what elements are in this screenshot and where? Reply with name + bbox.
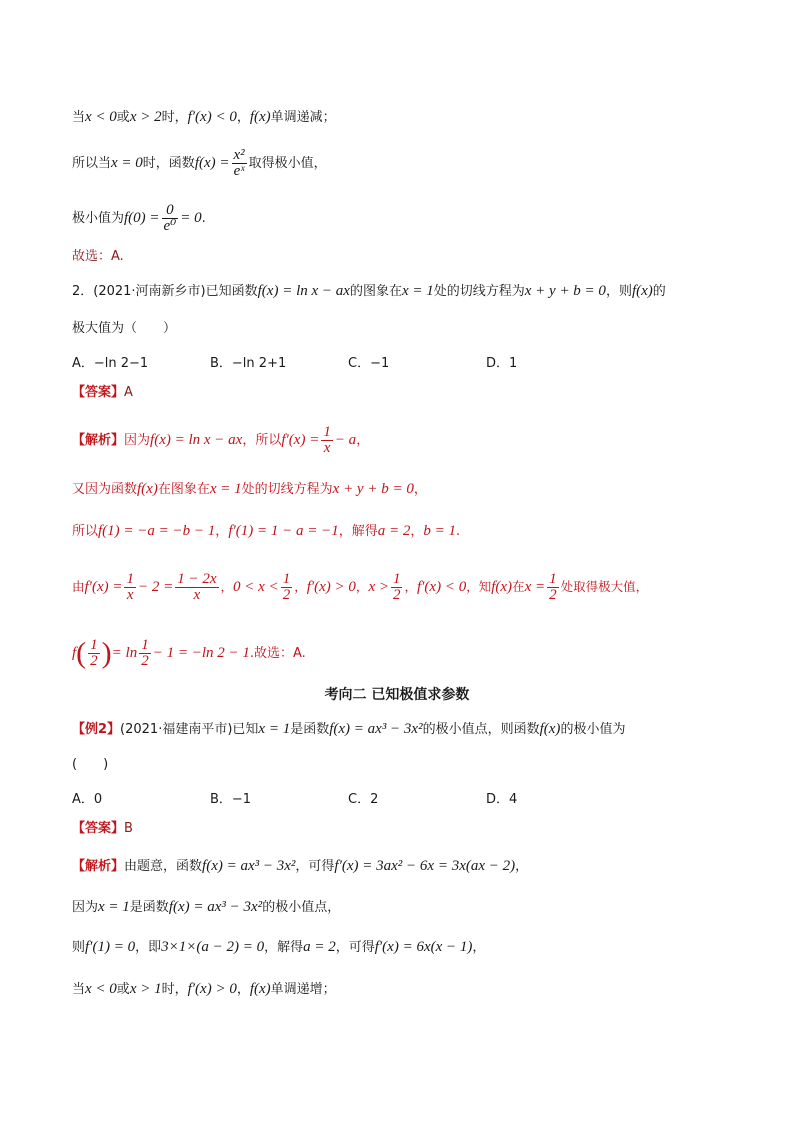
math: 0 < x < (233, 579, 279, 595)
text: ，可得 (295, 859, 335, 874)
example-label: 【例2】 (72, 722, 121, 737)
answer-value: B (124, 821, 133, 836)
math: x = 1 (401, 283, 434, 299)
option-a: A．0 (72, 792, 103, 807)
option-d: D．1 (486, 356, 518, 371)
fraction: $\frac{1}{2}$ (392, 571, 401, 603)
math: f′(x) = 6x(x − 1) (374, 939, 473, 955)
text: 故选：A. (254, 646, 306, 661)
solution-label: 【解析】 (72, 433, 125, 448)
math: x = 1 (98, 899, 130, 915)
math: f(0) = (124, 210, 160, 226)
option-b: B．−ln 2+1 (210, 356, 287, 371)
solution-line (72, 898, 734, 917)
math: x > 1 (129, 981, 162, 997)
text: 由 (72, 579, 85, 594)
solution-line (72, 425, 734, 456)
text: ， (410, 524, 424, 539)
math: − 1 = −ln 2 − 1 (152, 645, 250, 661)
text: 在图象在 (157, 482, 210, 497)
fraction: $\frac{0}{\text{e⁰}}$ (163, 202, 177, 234)
text: 2．(2021·河南新乡市)已知函数 (72, 284, 258, 299)
text: 当 (72, 110, 86, 125)
text: ， (356, 433, 370, 448)
math: = ln (111, 645, 138, 661)
math: f(x) (249, 981, 271, 997)
text: 极小值为 (72, 211, 125, 226)
math: x > (368, 579, 389, 595)
text: ， (215, 524, 229, 539)
text: ，所以 (242, 433, 282, 448)
text-line (72, 203, 734, 234)
text: 时，函数 (142, 156, 195, 171)
math: x > 2 (129, 109, 162, 125)
answer-line (72, 820, 734, 838)
text: 处的切线方程为 (241, 482, 333, 497)
text: ，解得 (338, 524, 378, 539)
text: 或 (116, 982, 130, 997)
text: ， (236, 982, 250, 997)
math: x + y + b = 0 (524, 283, 606, 299)
text: 是函数 (129, 900, 169, 915)
math: = 0 (180, 210, 202, 226)
text: 单调递增； (270, 982, 336, 997)
math: f′(x) < 0 (416, 579, 467, 595)
fraction: $\frac{\text{x²}}{\text{eˣ}}$ (233, 147, 245, 179)
math: f(x) (491, 579, 513, 595)
math: a = 2 (377, 523, 411, 539)
question-2 (72, 282, 734, 301)
text: (2021·福建南平市)已知 (120, 722, 259, 737)
solution-line (72, 857, 734, 876)
text: ，即 (135, 940, 162, 955)
solution-line (72, 480, 734, 499)
question-2-line2: 极大值为（ ） (72, 321, 177, 336)
math: x < 0 (85, 981, 117, 997)
text: ， (515, 859, 529, 874)
text: ， (472, 940, 486, 955)
text: 时， (161, 982, 188, 997)
text: ，则 (605, 284, 632, 299)
math: f′(x) > 0 (187, 981, 237, 997)
fraction: $\frac{1}{x}$ (126, 571, 134, 603)
math: f′(1) = 1 − a = −1 (228, 523, 339, 539)
text: ，知 (466, 579, 492, 594)
answer-choice-line: 故选：A. (72, 249, 124, 264)
example-2 (72, 720, 734, 739)
text: 的极小值点，则函数 (422, 722, 540, 737)
text: 所以 (72, 524, 99, 539)
solution-line (72, 572, 734, 603)
math: x = (524, 579, 546, 595)
math: 3×1×(a − 2) = 0 (161, 939, 265, 955)
fraction: $\frac{1}{x}$ (323, 424, 331, 456)
option-a: A．−ln 2−1 (72, 356, 149, 371)
text: ， (294, 579, 307, 594)
answer-value: A (124, 385, 133, 400)
text: . (249, 646, 255, 661)
answer-line (72, 384, 734, 402)
text: 当 (72, 982, 86, 997)
math: − 2 = (137, 579, 174, 595)
text: 处取得极大值， (560, 579, 649, 594)
math: f′(x) > 0 (306, 579, 356, 595)
answer-label: 【答案】 (72, 385, 125, 400)
math: f′(x) = (84, 579, 123, 595)
section-heading: 考向二 已知极值求参数 (324, 687, 470, 703)
text: ， (220, 579, 234, 594)
solution-line (72, 522, 734, 541)
math: a = 2 (303, 939, 336, 955)
math: f(x) (631, 283, 653, 299)
text: 的极小值为 (560, 722, 626, 737)
text: 单调递减； (270, 110, 336, 125)
text: 的图象在 (349, 284, 402, 299)
math: − a (334, 432, 357, 448)
math: f(1) = −a = −b − 1 (98, 523, 216, 539)
fraction: $\frac{1}{2}$ (282, 571, 291, 603)
math: f′(x) = 3ax² − 6x = 3x(ax − 2) (334, 858, 516, 874)
solution-label: 【解析】 (72, 859, 125, 874)
math: f(x) = ax³ − 3x² (168, 899, 263, 915)
example-2-line2: ( ) (72, 757, 109, 772)
math: x = 1 (258, 721, 291, 737)
text: ， (236, 110, 250, 125)
math: f(x) = ln x − ax (257, 283, 350, 299)
answer-label: 【答案】 (72, 821, 125, 836)
text: 所以当 (72, 156, 112, 171)
math: f (72, 645, 77, 661)
math: x + y + b = 0 (332, 481, 414, 497)
text: . (456, 524, 461, 539)
math: x < 0 (85, 109, 117, 125)
solution-line: f( $\frac{1}{2}$ )= ln $\frac{1}{2}$ − 1 = −ln 2 − 1.故选：A. (72, 636, 306, 670)
math: f(x) = ax³ − 3x² (329, 721, 423, 737)
text: 则 (72, 940, 86, 955)
math: b = 1 (423, 523, 457, 539)
math: f(x) (249, 109, 271, 125)
math: f′(1) = 0 (85, 939, 136, 955)
option-d: D．4 (486, 792, 518, 807)
text: 因为 (124, 433, 151, 448)
math: f(x) = ax³ − 3x² (202, 858, 296, 874)
math: x = 1 (209, 481, 242, 497)
math: f′(x) < 0 (187, 109, 237, 125)
solution-line (72, 938, 734, 957)
text: ， (413, 482, 427, 497)
fraction: $\frac{1}{2}$ (141, 637, 149, 669)
text: 时， (161, 110, 188, 125)
option-c: C．−1 (348, 356, 390, 371)
text: 或 (116, 110, 130, 125)
math: f(x) = (194, 155, 230, 171)
option-c: C．2 (348, 792, 379, 807)
math: f(x) (539, 721, 561, 737)
text: ，解得 (264, 940, 304, 955)
math: f(x) (137, 481, 158, 497)
text: 又因为函数 (72, 482, 138, 497)
text: ， (404, 579, 417, 594)
text: 在 (512, 579, 525, 594)
option-b: B．−1 (210, 792, 252, 807)
math: f(x) = ln x − ax (150, 432, 243, 448)
solution-line (72, 980, 734, 999)
text: ， (355, 579, 369, 594)
text: 的极小值点， (262, 900, 341, 915)
text-line (72, 148, 734, 179)
text-line (72, 108, 734, 127)
math: x = 0 (111, 155, 143, 171)
text: 因为 (72, 900, 99, 915)
text: 的 (652, 284, 666, 299)
text: 是函数 (290, 722, 330, 737)
math: f′(x) = (281, 432, 320, 448)
text: 取得极小值， (248, 156, 327, 171)
text: 处的切线方程为 (433, 284, 525, 299)
text: ，可得 (335, 940, 375, 955)
fraction: $\frac{1}{2}$ (90, 637, 98, 669)
text: . (201, 211, 206, 226)
fraction: $\frac{1 - 2x}{x}$ (177, 571, 217, 603)
fraction: $\frac{1}{2}$ (549, 571, 557, 603)
text: 由题意，函数 (124, 859, 203, 874)
